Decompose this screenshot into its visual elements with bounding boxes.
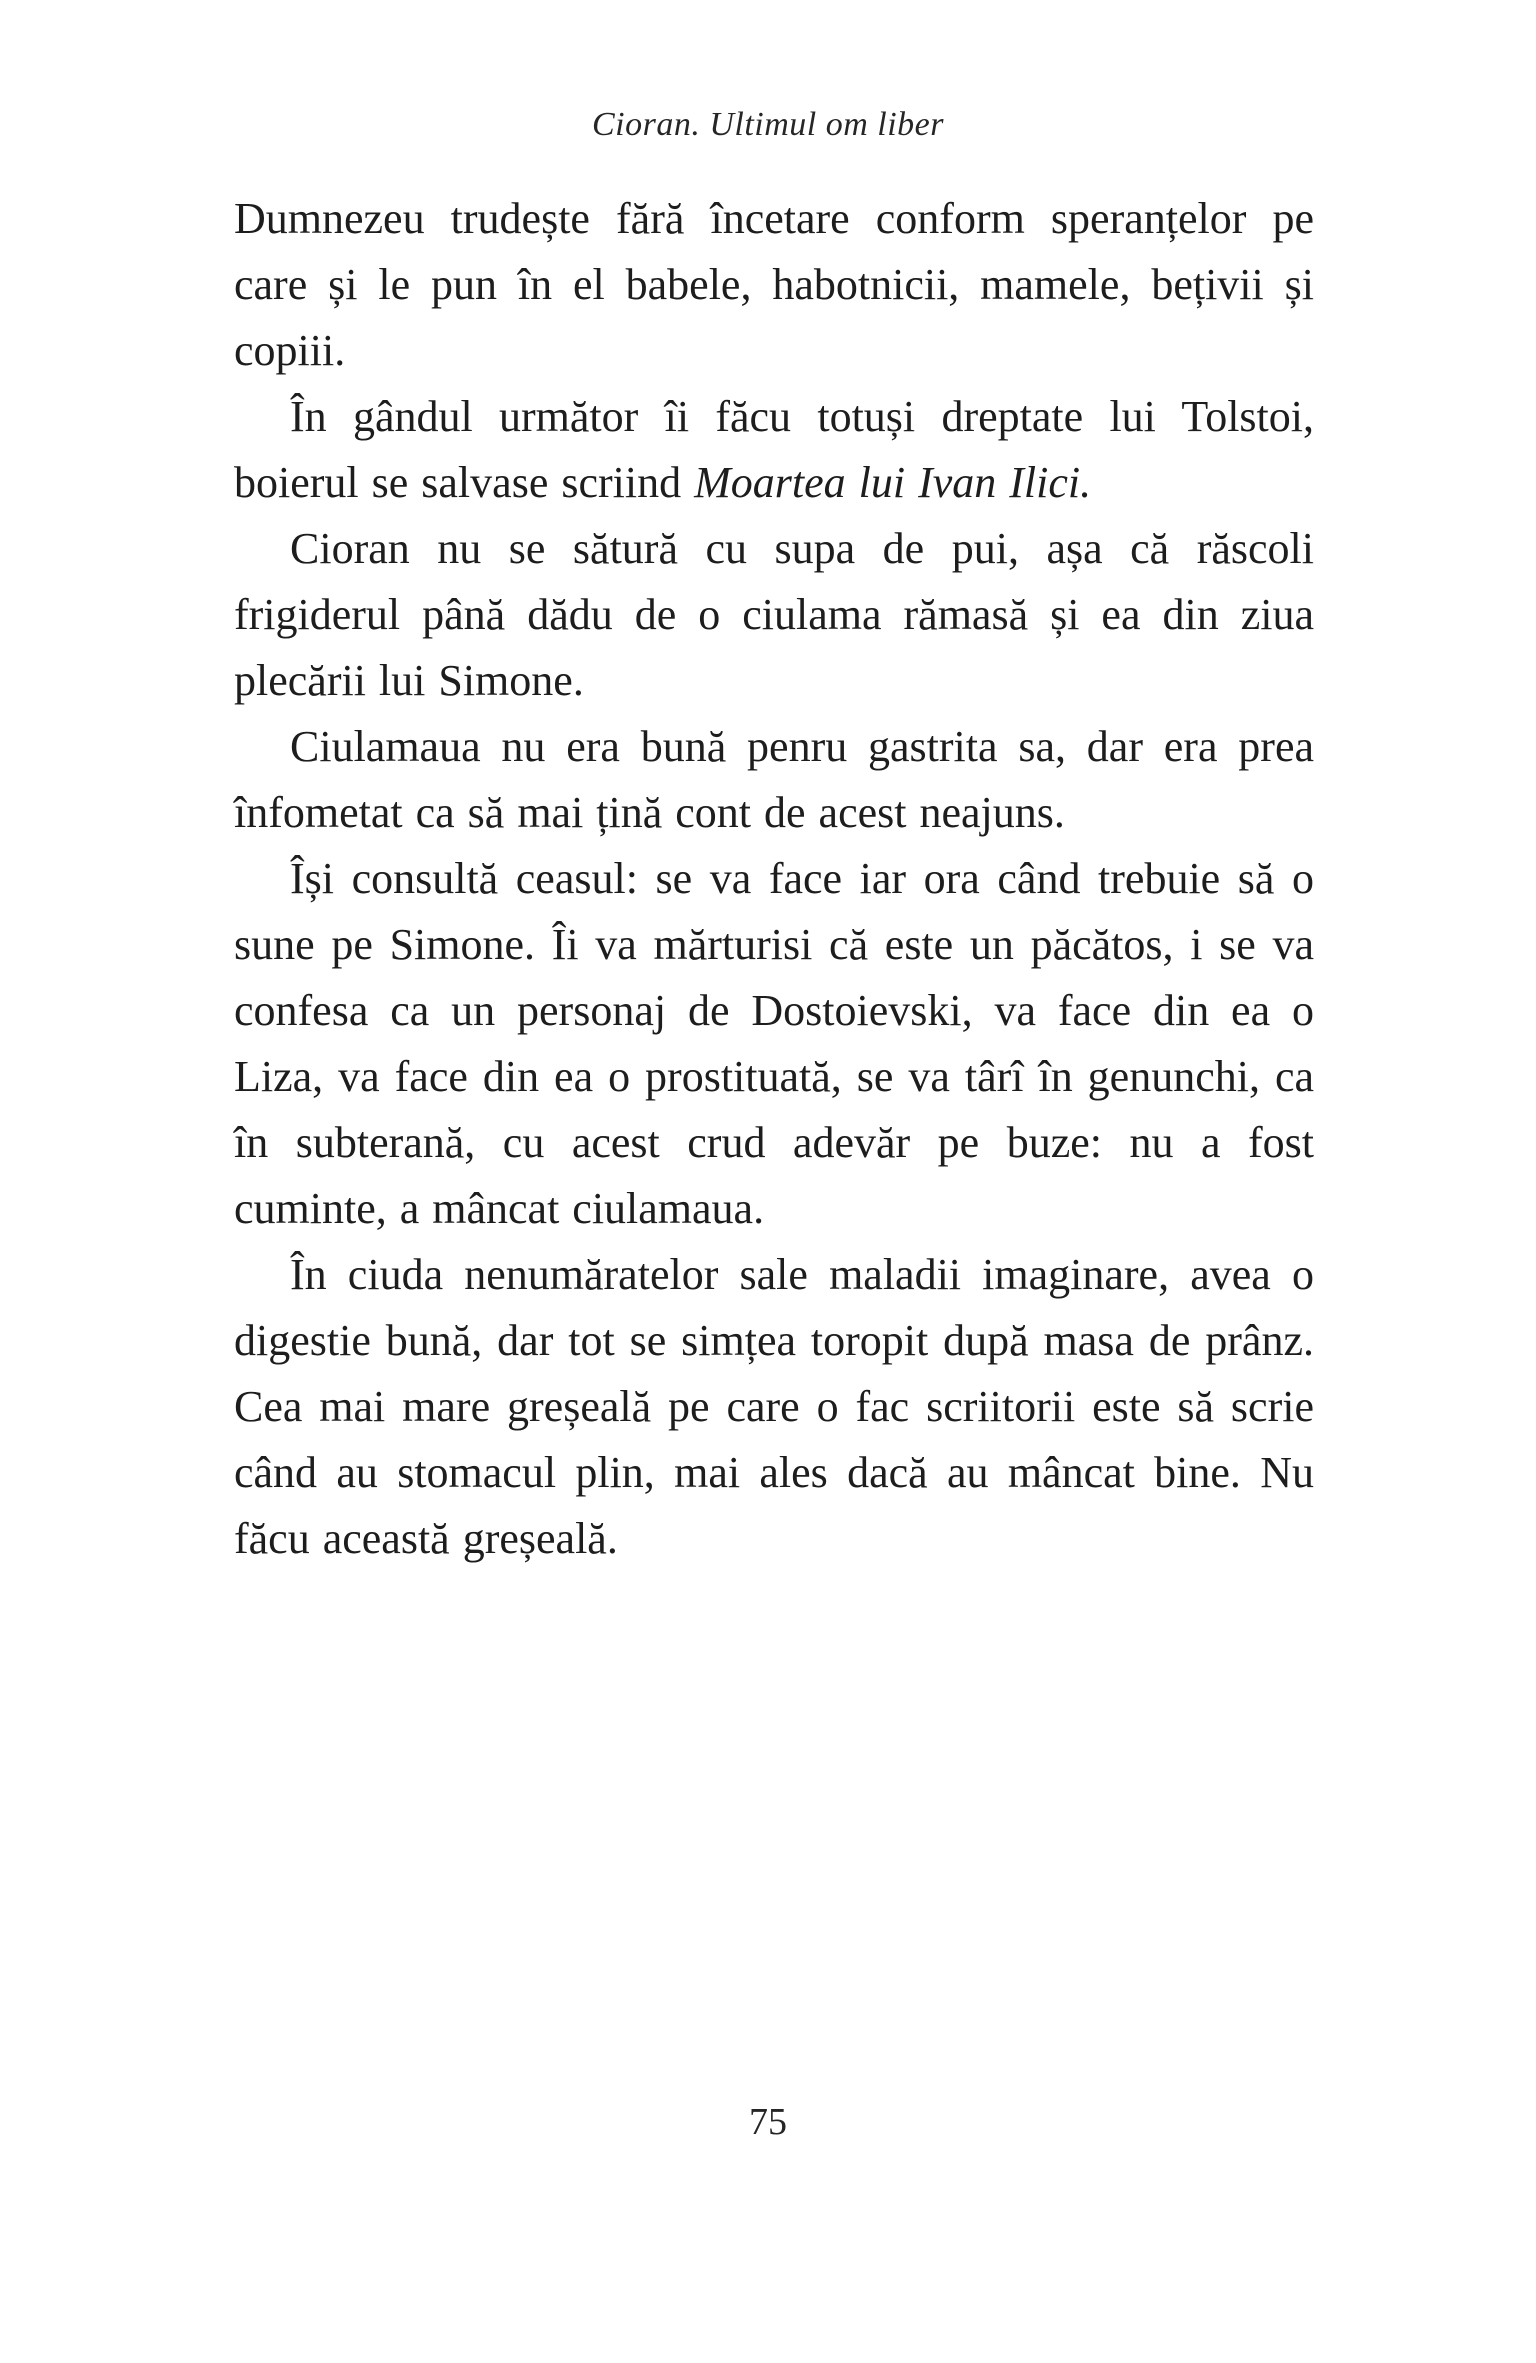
paragraph-5 xyxy=(234,846,1314,1242)
running-header: Cioran. Ultimul om liber xyxy=(591,106,945,143)
text-run: Dumnezeu trudește fără încetare conform speranțelor pe care și le pun în el babele, habotnicii, mamele, bețivii și copiii. xyxy=(234,194,1314,375)
book-title-italic: Moartea lui Ivan Ilici. xyxy=(694,458,1092,507)
text-run: În gândul următor îi făcu totuși dreptate lui Tolstoi, boierul se salvase scriind xyxy=(234,392,1314,507)
paragraph-1 xyxy=(234,186,1314,384)
text-run: În ciuda nenumăratelor sale maladii imaginare, avea o digestie bună, dar tot se simțea toropit după masa de prânz. Cea mai mare greșeală pe care o fac scriitorii este să scrie când au stomacul plin, mai ales dacă au mâncat bine. Nu făcu această greșeală. xyxy=(234,1250,1314,1563)
page-body xyxy=(234,186,1314,1572)
paragraph-3 xyxy=(234,516,1314,714)
text-run: Cioran nu se sătură cu supa de pui, așa că răscoli frigiderul până dădu de o ciulama rămasă și ea din ziua plecării lui Simone. xyxy=(234,524,1314,705)
page-number: 75 xyxy=(749,2101,787,2143)
text-run: Își consultă ceasul: se va face iar ora când trebuie să o sune pe Simone. Îi va mărturisi că este un păcătos, i se va confesa ca un personaj de Dostoievski, va face din ea o Liza, va face din ea o prostituată, se va târî în genunchi, ca în subterană, cu acest crud adevăr pe buze: nu a fost cuminte, a mâncat ciulamaua. xyxy=(234,854,1314,1233)
text-run: Ciulamaua nu era bună penru gastrita sa, dar era prea înfometat ca să mai țină cont de acest neajuns. xyxy=(234,722,1314,837)
paragraph-4 xyxy=(234,714,1314,846)
paragraph-6 xyxy=(234,1242,1314,1572)
paragraph-2 xyxy=(234,384,1314,516)
